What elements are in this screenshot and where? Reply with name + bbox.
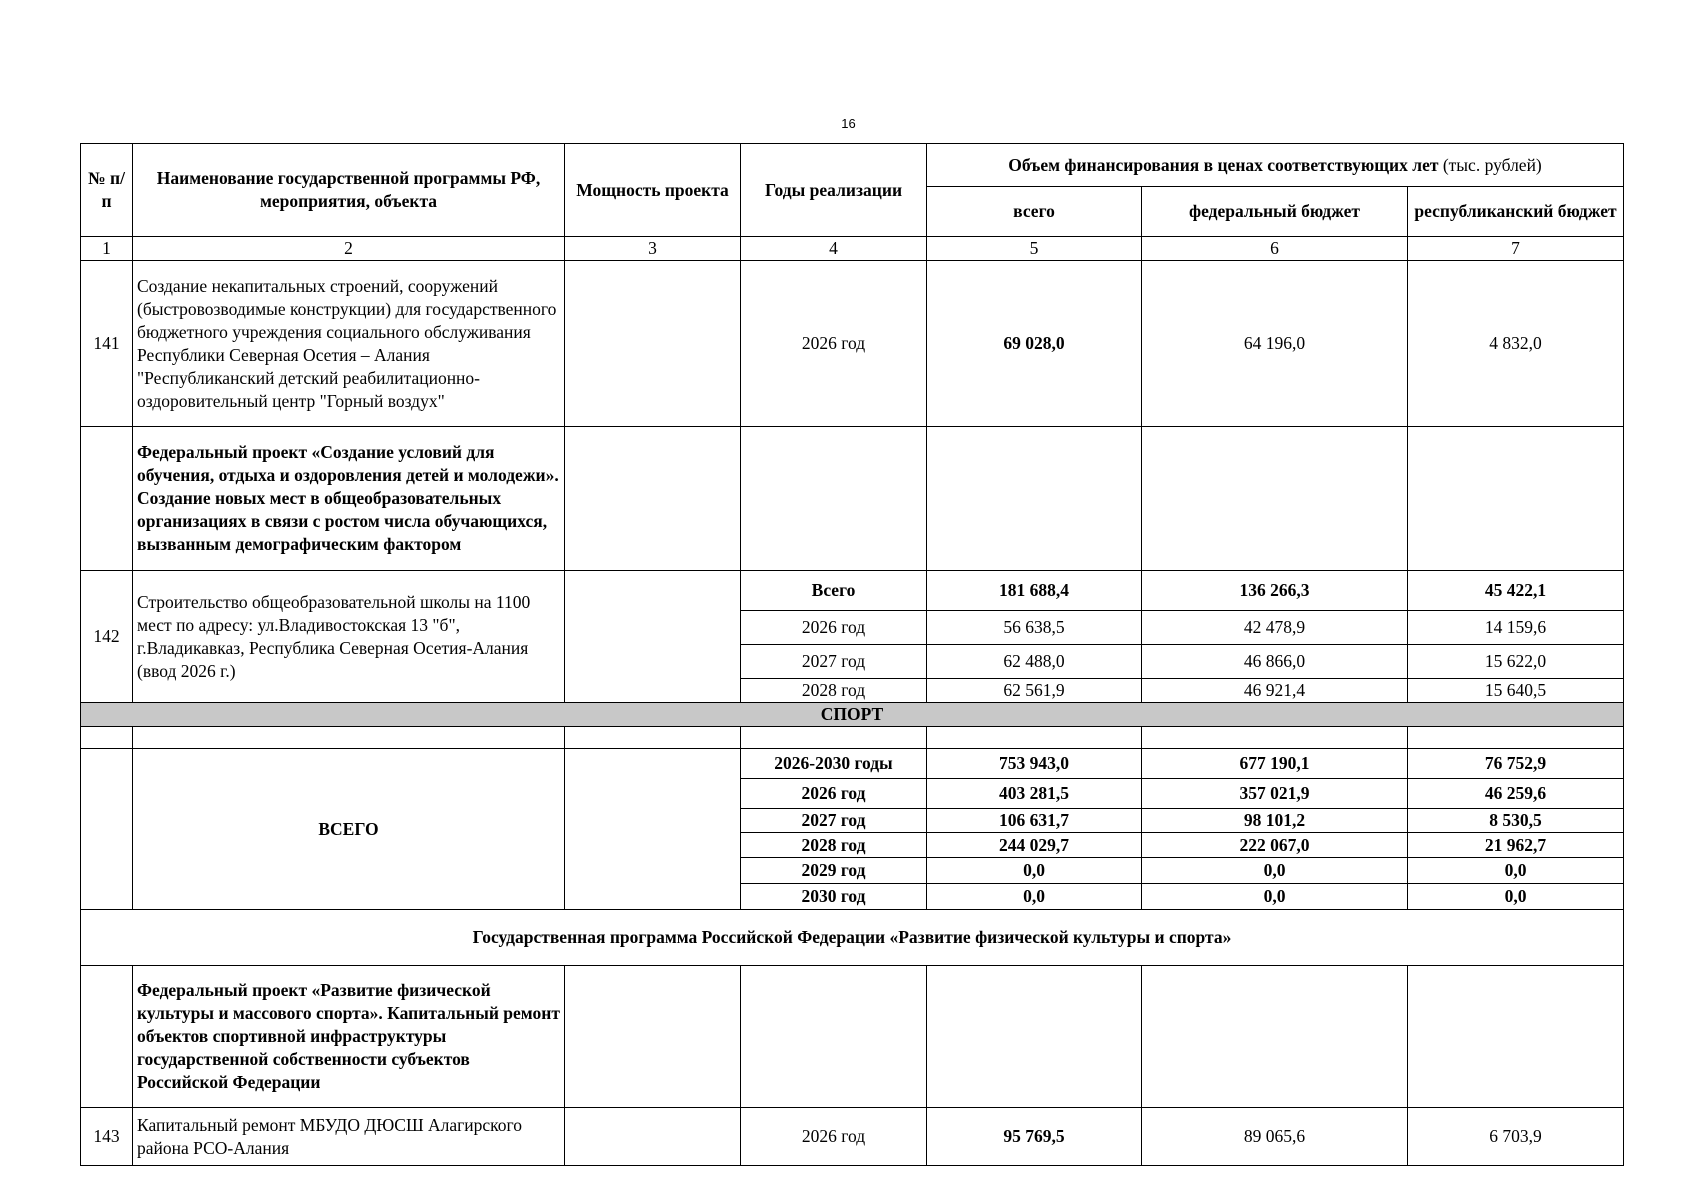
total-cell: 753 943,0 [927, 749, 1142, 779]
empty-cell [927, 427, 1142, 571]
object-name: Капитальный ремонт МБУДО ДЮСШ Алагирского района РСО-Алания [133, 1108, 565, 1166]
federal-cell: 677 190,1 [1142, 749, 1408, 779]
republic-cell: 0,0 [1408, 884, 1624, 910]
republic-cell: 14 159,6 [1408, 611, 1624, 645]
empty-cell [565, 427, 741, 571]
capacity-cell [565, 571, 741, 703]
column-number: 2 [133, 237, 565, 261]
federal-project-title: Федеральный проект «Создание условий для обучения, отдыха и оздоровления детей и молодежи». Создание новых мест в общеобразовательных организациях в связи с ростом числа обучающихся, вызванным демографическим фактором [133, 427, 565, 571]
column-number: 4 [741, 237, 927, 261]
federal-cell: 136 266,3 [1142, 571, 1408, 611]
year-cell: Всего [741, 571, 927, 611]
total-cell: 244 029,7 [927, 833, 1142, 858]
table-row [81, 749, 1624, 779]
column-number: 5 [927, 237, 1142, 261]
object-name: Создание некапитальных строений, сооружений (быстровозводимые конструкции) для государственного бюджетного учреждения социального обслуживания Республики Северная Осетия – Алания "Республиканский детский реабилитационно-оздоровительный центр "Горный воздух" [133, 261, 565, 427]
empty-cell [927, 727, 1142, 749]
empty-cell [565, 749, 741, 910]
federal-project-row [81, 427, 1624, 571]
republic-cell: 8 530,5 [1408, 809, 1624, 833]
header-capacity: Мощность проекта [565, 144, 741, 237]
empty-cell [927, 966, 1142, 1108]
republic-cell: 45 422,1 [1408, 571, 1624, 611]
row-number: 141 [81, 261, 133, 427]
total-cell: 0,0 [927, 884, 1142, 910]
total-cell: 106 631,7 [927, 809, 1142, 833]
total-cell: 95 769,5 [927, 1108, 1142, 1166]
row-number: 142 [81, 571, 133, 703]
federal-cell: 0,0 [1142, 858, 1408, 884]
total-cell: 181 688,4 [927, 571, 1142, 611]
year-cell: 2027 год [741, 809, 927, 833]
total-cell: 56 638,5 [927, 611, 1142, 645]
empty-cell [81, 427, 133, 571]
empty-cell [1142, 727, 1408, 749]
section-title: СПОРТ [81, 703, 1624, 727]
year-cell: 2026 год [741, 1108, 927, 1166]
republic-cell: 4 832,0 [1408, 261, 1624, 427]
state-program-title: Государственная программа Российской Федерации «Развитие физической культуры и спорта» [81, 910, 1624, 966]
federal-cell: 357 021,9 [1142, 779, 1408, 809]
column-number: 6 [1142, 237, 1408, 261]
federal-cell: 46 866,0 [1142, 645, 1408, 679]
header-financing [927, 144, 1624, 187]
capacity-cell [565, 261, 741, 427]
empty-cell [1408, 427, 1624, 571]
republic-cell: 21 962,7 [1408, 833, 1624, 858]
header-republic: республиканский бюджет [1408, 187, 1624, 237]
page-number: 16 [841, 116, 856, 131]
empty-cell [741, 427, 927, 571]
republic-cell: 0,0 [1408, 858, 1624, 884]
column-number: 3 [565, 237, 741, 261]
federal-cell: 89 065,6 [1142, 1108, 1408, 1166]
table-row [81, 571, 1624, 611]
federal-cell: 46 921,4 [1142, 679, 1408, 703]
federal-cell: 64 196,0 [1142, 261, 1408, 427]
empty-cell [1142, 427, 1408, 571]
empty-cell [1408, 727, 1624, 749]
table-row [81, 261, 1624, 427]
empty-cell [565, 727, 741, 749]
header-row [81, 144, 1624, 187]
year-cell: 2026 год [741, 261, 927, 427]
header-federal: федеральный бюджет [1142, 187, 1408, 237]
row-number: 143 [81, 1108, 133, 1166]
header-financing-unit: (тыс. рублей) [1438, 154, 1542, 175]
empty-cell [741, 727, 927, 749]
year-cell: 2026 год [741, 611, 927, 645]
federal-cell: 222 067,0 [1142, 833, 1408, 858]
empty-cell [81, 749, 133, 910]
header-years: Годы реализации [741, 144, 927, 237]
federal-project-title: Федеральный проект «Развитие физической культуры и массового спорта». Капитальный ремонт объектов спортивной инфраструктуры государственной собственности субъектов Российской Федерации [133, 966, 565, 1108]
republic-cell: 15 622,0 [1408, 645, 1624, 679]
sport-total-label: ВСЕГО [133, 749, 565, 910]
year-cell: 2030 год [741, 884, 927, 910]
header-num: № п/п [81, 144, 133, 237]
federal-cell: 42 478,9 [1142, 611, 1408, 645]
total-cell: 69 028,0 [927, 261, 1142, 427]
republic-cell: 15 640,5 [1408, 679, 1624, 703]
empty-cell [1408, 966, 1624, 1108]
federal-cell: 0,0 [1142, 884, 1408, 910]
column-number: 7 [1408, 237, 1624, 261]
header-financing-title: Объем финансирования в ценах соответствующих лет [1008, 154, 1439, 175]
year-cell: 2026-2030 годы [741, 749, 927, 779]
federal-cell: 98 101,2 [1142, 809, 1408, 833]
financing-table [80, 143, 1624, 1166]
republic-cell: 46 259,6 [1408, 779, 1624, 809]
empty-cell [81, 727, 133, 749]
year-cell: 2029 год [741, 858, 927, 884]
republic-cell: 76 752,9 [1408, 749, 1624, 779]
empty-cell [741, 966, 927, 1108]
empty-cell [133, 727, 565, 749]
empty-cell [81, 966, 133, 1108]
year-cell: 2028 год [741, 679, 927, 703]
empty-cell [1142, 966, 1408, 1108]
empty-cell [565, 966, 741, 1108]
capacity-cell [565, 1108, 741, 1166]
table-row [81, 1108, 1624, 1166]
federal-project-row [81, 966, 1624, 1108]
republic-cell: 6 703,9 [1408, 1108, 1624, 1166]
object-name: Строительство общеобразовательной школы на 1100 мест по адресу: ул.Владивостокская 13 "б", г.Владикавказ, Республика Северная Осетия-Алания (ввод 2026 г.) [133, 571, 565, 703]
total-cell: 403 281,5 [927, 779, 1142, 809]
year-cell: 2028 год [741, 833, 927, 858]
total-cell: 62 561,9 [927, 679, 1142, 703]
header-name: Наименование государственной программы РФ, мероприятия, объекта [133, 144, 565, 237]
blank-row [81, 727, 1624, 749]
year-cell: 2027 год [741, 645, 927, 679]
total-cell: 0,0 [927, 858, 1142, 884]
column-number: 1 [81, 237, 133, 261]
section-row [81, 703, 1624, 727]
header-total: всего [927, 187, 1142, 237]
column-number-row [81, 237, 1624, 261]
total-cell: 62 488,0 [927, 645, 1142, 679]
year-cell: 2026 год [741, 779, 927, 809]
state-program-row [81, 910, 1624, 966]
